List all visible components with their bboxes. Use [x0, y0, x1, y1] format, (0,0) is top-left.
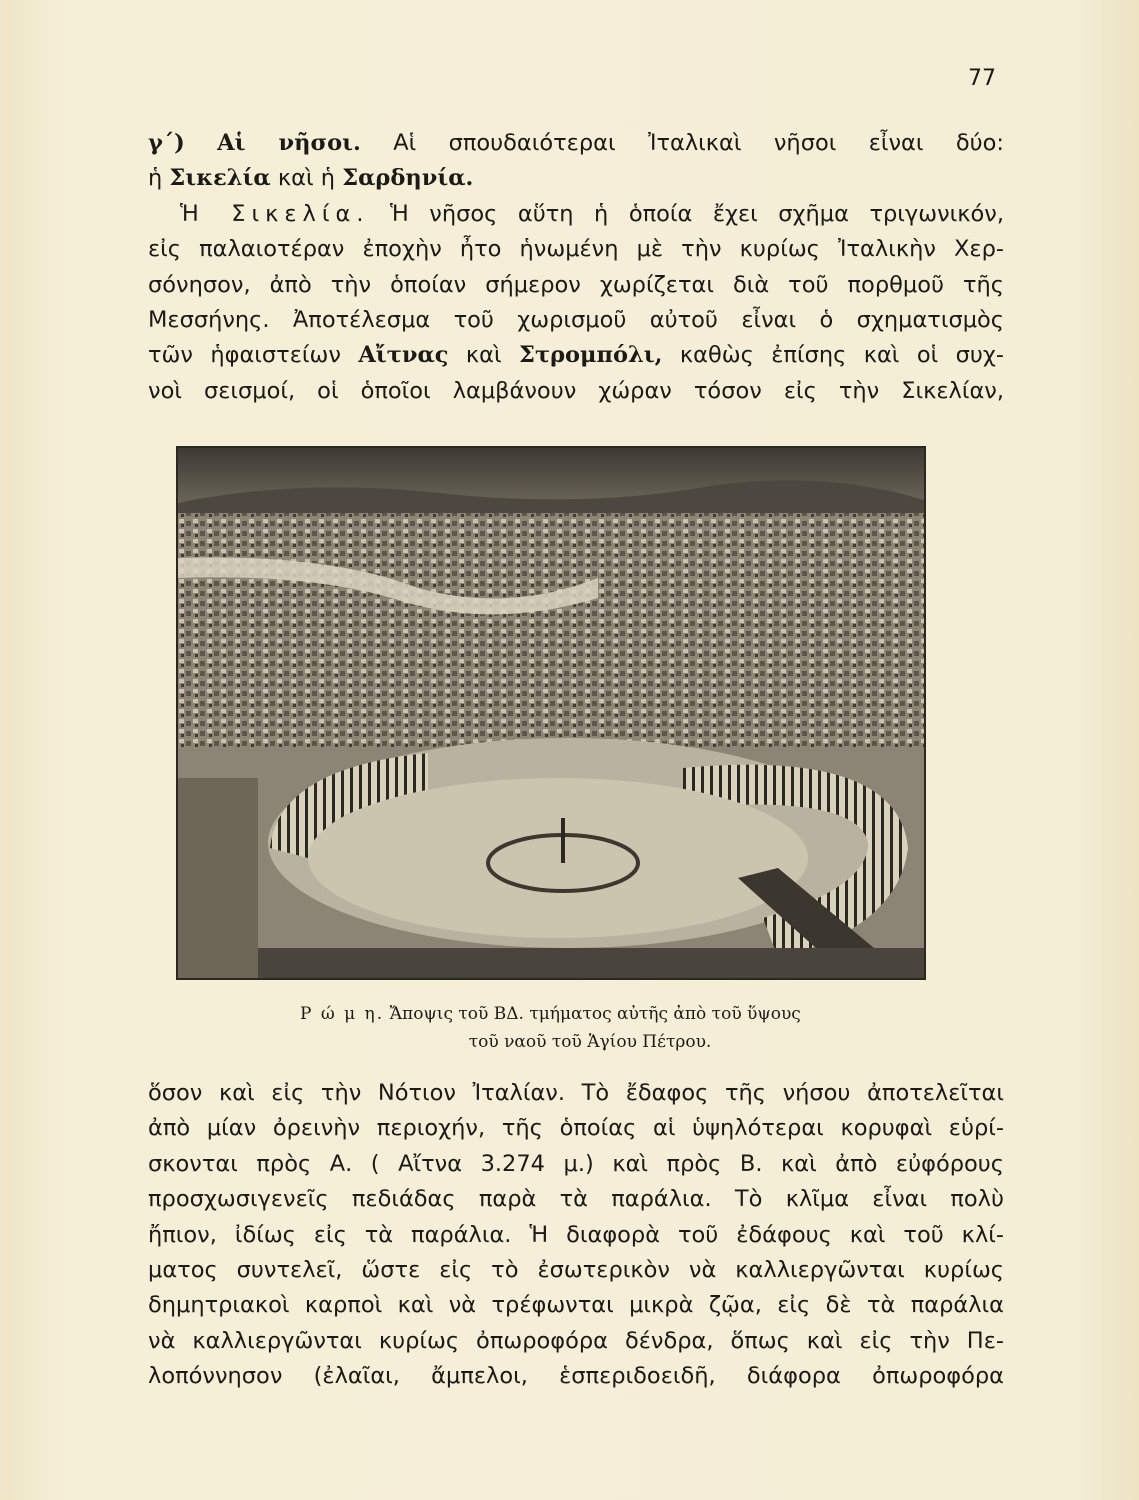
section-label: γ΄) — [148, 130, 185, 156]
paragraph1-line-1 — [148, 197, 1004, 232]
rome-aerial-image — [178, 448, 924, 978]
caption-line-1 — [300, 1000, 880, 1028]
paragraph2-line-9: λοπόννησον (ἐλαῖαι, ἄμπελοι, ἑσπεριδοειδῆ, διάφορα ὀπωροφόρα — [148, 1363, 1004, 1390]
sicily-term: Σικελία — [169, 165, 271, 192]
paragraph2-line-1: ὅσον καὶ εἰς τὴν Νότιον Ἰταλίαν. Τὸ ἔδαφος τῆς νήσου ἀποτελεῖται — [148, 1080, 1004, 1106]
conjunction-text-2: καὶ — [465, 342, 502, 369]
paragraph2-line-5: ἤπιον, ἰδίως εἰς τὰ παράλια. Ἡ διαφορὰ τοῦ ἐδάφους καὶ τοῦ κλί- — [148, 1221, 1004, 1248]
etna-term: Αἴτνας — [358, 342, 449, 369]
paragraph1-line-2: εἰς παλαιοτέραν ἐποχὴν ἦτο ἡνωμένη μὲ τὴν κυρίως Ἰταλικὴν Χερ- — [148, 236, 1004, 263]
paragraph2-line-8: νὰ καλλιεργῶνται κυρίως ὀπωροφόρα δένδρα, ὅπως καὶ εἰς τὴν Πε- — [148, 1327, 1004, 1354]
paragraph1-text-1: Ἡ νῆσος αὕτη ἡ ὁποία ἔχει σχῆμα τριγωνικόν, — [390, 200, 1004, 227]
paragraph1-line-3: σόνησον, ἀπὸ τὴν ὁποίαν σήμερον χωρίζεται διὰ τοῦ πορθμοῦ τῆς — [148, 271, 1004, 298]
paragraph1-line-4: Μεσσήνης. Ἀποτέλεσμα τοῦ χωρισμοῦ αὐτοῦ εἶναι ὁ σχηματισμὸς — [148, 307, 1004, 334]
caption-rome-word: Ρ ώ μ η. — [300, 1004, 385, 1024]
section-title: Αἱ νῆσοι. — [217, 130, 361, 156]
rome-photograph — [176, 446, 926, 980]
conjunction-text: καὶ ἡ — [277, 165, 336, 192]
paragraph2-line-6: ματος συντελεῖ, ὥστε εἰς τὸ ἐσωτερικὸν νὰ καλλιεργῶνται κυρίως — [148, 1257, 1004, 1284]
paragraph2-line-2: ἀπὸ μίαν ὀρεινὴν περιοχήν, τῆς ὁποίας αἱ ὑψηλότεραι κορυφαὶ εὑρί- — [148, 1115, 1004, 1142]
sicily-heading: Ἡ Σικελία. — [180, 200, 370, 227]
sardinia-term: Σαρδηνία. — [342, 165, 474, 192]
caption-text-1: Ἄποψις τοῦ ΒΔ. τμήματος αὐτῆς ἀπὸ τοῦ ὕψους — [389, 1004, 801, 1024]
caption-line-2: τοῦ ναοῦ τοῦ Ἁγίου Πέτρου. — [468, 1032, 712, 1052]
section-heading-line — [148, 126, 1004, 161]
page-number: 77 — [968, 66, 996, 91]
paragraph1-tail: καθὼς ἐπίσης καὶ οἱ συχ- — [679, 342, 1005, 369]
paragraph2-line-7: δημητριακοὶ καρποὶ καὶ νὰ τρέφωνται μικρὰ ζῷα, εἰς δὲ τὰ παράλια — [148, 1292, 1004, 1319]
volcano-intro: τῶν ἡφαιστείων — [148, 342, 341, 369]
paragraph2-line-3: σκονται πρὸς Α. ( Αἴτνα 3.274 μ.) καὶ πρὸς Β. καὶ ἀπὸ εὐφόρους — [148, 1150, 1004, 1177]
stromboli-term: Στρομπόλι, — [519, 342, 663, 369]
paragraph2-line-4: προσχωσιγενεῖς πεδιάδας παρὰ τὰ παράλια. Τὸ κλῖμα εἶναι πολὺ — [148, 1186, 1004, 1213]
paragraph1-line-5 — [148, 338, 1004, 373]
section-line-2 — [148, 161, 1004, 196]
top-text-block — [148, 126, 1004, 409]
photo-caption — [300, 1000, 880, 1056]
article-word: ἡ — [148, 165, 163, 192]
section-intro: Αἱ σπουδαιότεραι Ἰταλικαὶ νῆσοι εἶναι δύο: — [393, 130, 1004, 156]
bottom-text-block — [148, 1076, 1004, 1395]
paragraph1-line-6: νοὶ σεισμοί, οἱ ὁποῖοι λαμβάνουν χώραν τόσον εἰς τὴν Σικελίαν, — [148, 377, 1004, 404]
